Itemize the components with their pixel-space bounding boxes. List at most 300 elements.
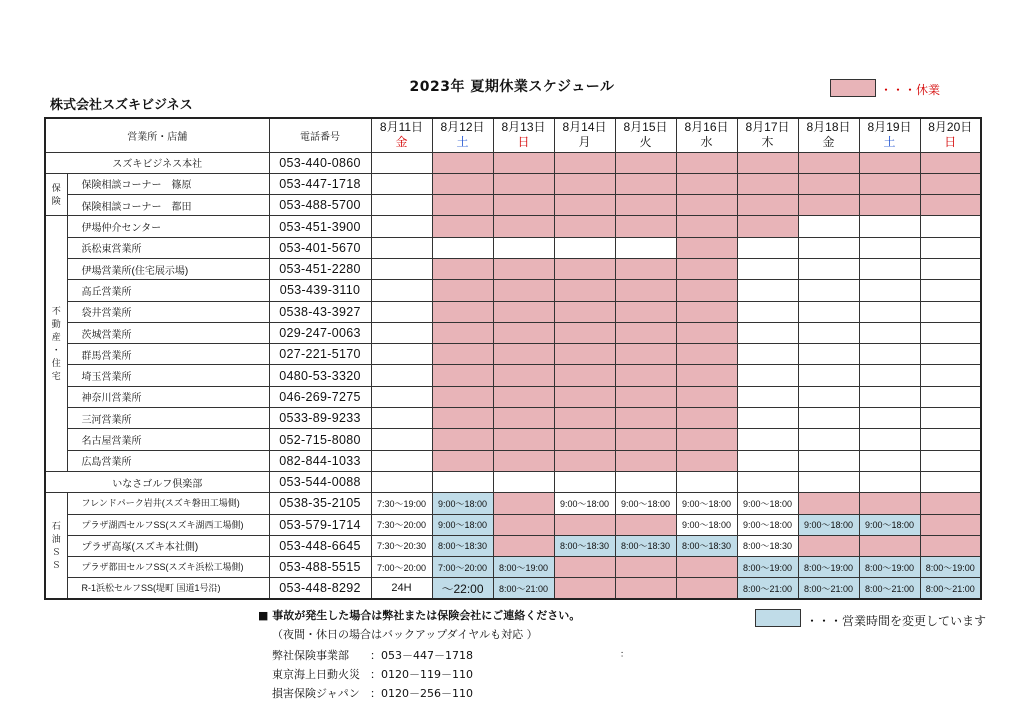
phone-number: 053-401-5670 [269,237,371,258]
hours-cell: 9:00～18:00 [798,514,859,535]
closed-cell [615,578,676,599]
hours-cell: 9:00～18:00 [554,493,615,514]
closed-cell [493,344,554,365]
phone-number: 053-439-3110 [269,280,371,301]
hours-cell: 8:00～19:00 [798,557,859,578]
category-label: 不 動 産 ・ 住 宅 [45,216,67,472]
closed-cell [615,429,676,450]
closed-cell [615,301,676,322]
weekday-label: 日 [944,135,957,150]
closed-cell [554,301,615,322]
closed-cell [432,301,493,322]
open-cell [920,386,981,407]
open-cell [920,344,981,365]
closed-cell [920,493,981,514]
office-name: 袋井営業所 [67,301,269,322]
hours-cell: 8:00～19:00 [493,557,554,578]
hours-cell: 8:00～21:00 [920,578,981,599]
date-header [554,118,615,152]
office-name: 名古屋営業所 [67,429,269,450]
table-row [45,450,981,471]
open-cell [371,258,432,279]
open-cell [920,216,981,237]
contact-name: 東京海上日動火災 [272,668,360,681]
closed-cell [920,514,981,535]
closed-cell [676,365,737,386]
hours-cell: 8:00～19:00 [737,557,798,578]
closed-cell [676,216,737,237]
open-cell [737,450,798,471]
closed-cell [432,173,493,194]
open-cell [676,471,737,492]
date-header [920,118,981,152]
contact-number: ：0120－119－110 [370,668,473,681]
closed-cell [432,258,493,279]
closed-cell [554,429,615,450]
date-label: 8月19日 [867,120,912,135]
closed-cell [554,557,615,578]
open-cell [371,386,432,407]
open-cell [737,258,798,279]
hours-cell: 8:00～18:30 [554,535,615,556]
hours-cell: 24H [371,578,432,599]
open-cell [859,280,920,301]
hours-cell: 8:00～18:30 [432,535,493,556]
open-cell [737,386,798,407]
open-cell [798,322,859,343]
phone-number: 053-440-0860 [269,152,371,173]
closed-cell [554,408,615,429]
closed-cell [493,195,554,216]
closed-cell [432,386,493,407]
closed-cell [737,152,798,173]
open-cell [859,322,920,343]
open-cell [371,216,432,237]
hours-cell: 9:00～18:00 [676,493,737,514]
open-cell [615,237,676,258]
closed-cell [676,152,737,173]
open-cell [798,365,859,386]
closed-cell [493,322,554,343]
open-cell [859,258,920,279]
phone-number: 053-451-2280 [269,258,371,279]
hours-cell: 8:00～19:00 [859,557,920,578]
phone-number: 0480-53-3320 [269,365,371,386]
hours-cell: 9:00～18:00 [432,493,493,514]
open-cell [737,429,798,450]
closed-cell [615,386,676,407]
date-label: 8月20日 [928,120,973,135]
closed-cell [615,216,676,237]
weekday-label: 月 [578,135,591,150]
date-header [859,118,920,152]
phone-number: 053-579-1714 [269,514,371,535]
contact-number: ：053－447－1718 [370,649,473,662]
open-cell [371,450,432,471]
closed-cell [859,173,920,194]
closed-cell [676,173,737,194]
legend-closed-swatch [830,79,876,97]
hours-cell: 9:00～18:00 [737,493,798,514]
closed-cell [432,322,493,343]
open-cell [371,344,432,365]
office-name: プラザ都田セルフSS(スズキ浜松工場側) [67,557,269,578]
table-row [45,322,981,343]
closed-cell [615,280,676,301]
table-row [45,216,981,237]
office-name: 埼玉営業所 [67,365,269,386]
table-row [45,195,981,216]
page-title: 2023年 夏期休業スケジュール [409,79,615,95]
table-row [45,173,981,194]
closed-cell [676,450,737,471]
closed-cell [615,408,676,429]
closed-cell [493,301,554,322]
hours-cell: 9:00～18:00 [615,493,676,514]
closed-cell [798,535,859,556]
office-name: 高丘営業所 [67,280,269,301]
contact-name: 弊社保険事業部 [272,649,349,662]
office-name: 浜松東営業所 [67,237,269,258]
hours-cell: 8:00～18:30 [676,535,737,556]
open-cell [859,365,920,386]
backup-dial-note: （夜間・休日の場合はバックアップダイヤルも対応 ） [272,628,538,641]
closed-cell [859,195,920,216]
office-name: 保険相談コーナー 篠原 [67,173,269,194]
date-label: 8月11日 [379,120,424,135]
open-cell [371,280,432,301]
phone-number: 053-448-6645 [269,535,371,556]
schedule-table [44,117,982,600]
closed-cell [554,173,615,194]
closed-cell [676,386,737,407]
closed-cell [432,408,493,429]
closed-cell [615,344,676,365]
closed-cell [432,216,493,237]
open-cell [798,429,859,450]
closed-cell [676,301,737,322]
company-name: 株式会社スズキビジネス [50,98,193,113]
table-row [45,237,981,258]
closed-cell [798,493,859,514]
open-cell [920,408,981,429]
closed-cell [554,216,615,237]
date-label: 8月14日 [562,120,607,135]
table-row [45,280,981,301]
closed-cell [432,344,493,365]
closed-cell [615,365,676,386]
open-cell [920,365,981,386]
phone-number: 053-488-5515 [269,557,371,578]
office-name: いなさゴルフ倶楽部 [45,471,269,492]
office-name: 三河営業所 [67,408,269,429]
open-cell [798,216,859,237]
hours-cell: 7:30～20:00 [371,514,432,535]
date-header [432,118,493,152]
accident-notice: ■ 事故が発生した場合は弊社または保険会社にご連絡ください。 [258,609,581,622]
date-label: 8月13日 [501,120,546,135]
hours-cell: 9:00～18:00 [432,514,493,535]
closed-cell [493,152,554,173]
closed-cell [615,258,676,279]
table-row [45,557,981,578]
closed-cell [676,258,737,279]
open-cell [920,280,981,301]
closed-cell [737,195,798,216]
closed-cell [676,195,737,216]
open-cell [371,301,432,322]
closed-cell [493,429,554,450]
closed-cell [493,493,554,514]
weekday-label: 土 [883,135,896,150]
date-label: 8月15日 [623,120,668,135]
open-cell [798,301,859,322]
table-row [45,429,981,450]
legend-changed-label: ・・・営業時間を変更しています [806,614,987,628]
closed-cell [676,280,737,301]
table-row [45,365,981,386]
phone-number: 053-448-8292 [269,578,371,599]
hours-cell: 7:30～19:00 [371,493,432,514]
hours-cell: 8:00～21:00 [493,578,554,599]
open-cell [859,429,920,450]
open-cell [859,386,920,407]
closed-cell [554,344,615,365]
phone-column-header: 電話番号 [269,118,371,152]
closed-cell [676,429,737,450]
phone-number: 053-488-5700 [269,195,371,216]
office-name: プラザ湖西セルフSS(スズキ湖西工場側) [67,514,269,535]
office-name: 広島営業所 [67,450,269,471]
open-cell [371,408,432,429]
hours-cell: 7:00～20:00 [432,557,493,578]
open-cell [798,280,859,301]
open-cell [798,408,859,429]
contact-name: 損害保険ジャパン [272,687,360,700]
closed-cell [676,578,737,599]
closed-cell [859,493,920,514]
closed-cell [493,280,554,301]
closed-cell [676,322,737,343]
hours-cell: 8:00～18:30 [737,535,798,556]
closed-cell [554,195,615,216]
closed-cell [554,365,615,386]
hours-cell: 8:00～21:00 [859,578,920,599]
open-cell [920,301,981,322]
open-cell [493,237,554,258]
hours-cell: 8:00～21:00 [737,578,798,599]
date-header [371,118,432,152]
hours-cell: 7:30～20:30 [371,535,432,556]
table-row [45,386,981,407]
weekday-label: 木 [761,135,774,150]
office-name: 神奈川営業所 [67,386,269,407]
phone-number: 053-447-1718 [269,173,371,194]
hours-cell: 8:00～18:30 [615,535,676,556]
open-cell [737,280,798,301]
table-row [45,258,981,279]
closed-cell [493,258,554,279]
table-row [45,493,981,514]
closed-cell [493,408,554,429]
open-cell [554,237,615,258]
open-cell [371,471,432,492]
closed-cell [859,152,920,173]
open-cell [859,237,920,258]
open-cell [798,258,859,279]
open-cell [615,471,676,492]
open-cell [920,237,981,258]
closed-cell [432,429,493,450]
open-cell [432,237,493,258]
closed-cell [554,386,615,407]
date-header [798,118,859,152]
table-row [45,152,981,173]
open-cell [737,237,798,258]
closed-cell [615,450,676,471]
closed-cell [676,408,737,429]
closed-cell [615,195,676,216]
open-cell [859,344,920,365]
open-cell [859,216,920,237]
open-cell [371,195,432,216]
closed-cell [493,450,554,471]
office-name: 茨城営業所 [67,322,269,343]
open-cell [371,152,432,173]
stray-mark: ： [620,650,630,660]
category-label: 保 険 [45,173,67,216]
closed-cell [493,365,554,386]
phone-number: 052-715-8080 [269,429,371,450]
closed-cell [676,344,737,365]
open-cell [798,471,859,492]
hours-cell: 8:00～21:00 [798,578,859,599]
table-row [45,301,981,322]
closed-cell [554,258,615,279]
legend-closed-label: ・・・休業 [880,83,941,97]
open-cell [859,450,920,471]
open-cell [737,301,798,322]
open-cell [554,471,615,492]
closed-cell [554,578,615,599]
office-name: 伊場営業所(住宅展示場) [67,258,269,279]
open-cell [737,408,798,429]
phone-number: 053-451-3900 [269,216,371,237]
contact-number: ：0120－256－110 [370,687,473,700]
open-cell [432,471,493,492]
closed-cell [737,173,798,194]
closed-cell [432,152,493,173]
closed-cell [676,557,737,578]
hours-cell: 9:00～18:00 [737,514,798,535]
table-row [45,344,981,365]
closed-cell [432,450,493,471]
phone-number: 0533-89-9233 [269,408,371,429]
phone-number: 0538-43-3927 [269,301,371,322]
office-name: プラザ高塚(スズキ本社側) [67,535,269,556]
closed-cell [432,195,493,216]
date-label: 8月18日 [806,120,851,135]
office-column-header: 営業所・店舗 [45,118,269,152]
closed-cell [615,557,676,578]
open-cell [493,471,554,492]
phone-number: 0538-35-2105 [269,493,371,514]
closed-cell [615,322,676,343]
closed-cell [432,280,493,301]
open-cell [737,471,798,492]
table-row [45,578,981,599]
office-name: 保険相談コーナー 都田 [67,195,269,216]
closed-cell [920,535,981,556]
office-name: 伊場仲介センター [67,216,269,237]
closed-cell [798,152,859,173]
phone-number: 046-269-7275 [269,386,371,407]
closed-cell [798,173,859,194]
table-row [45,535,981,556]
date-header [676,118,737,152]
weekday-label: 日 [517,135,530,150]
phone-number: 027-221-5170 [269,344,371,365]
open-cell [859,471,920,492]
header-row [45,118,981,152]
closed-cell [554,450,615,471]
closed-cell [920,152,981,173]
open-cell [920,429,981,450]
closed-cell [798,195,859,216]
closed-cell [554,280,615,301]
open-cell [798,450,859,471]
hours-cell: 9:00～18:00 [676,514,737,535]
closed-cell [493,386,554,407]
weekday-label: 火 [639,135,652,150]
open-cell [737,322,798,343]
open-cell [859,408,920,429]
open-cell [920,450,981,471]
weekday-label: 水 [700,135,713,150]
closed-cell [554,322,615,343]
open-cell [737,365,798,386]
open-cell [371,365,432,386]
weekday-label: 金 [822,135,835,150]
office-name: R-1浜松セルフSS(堤町 国道1号沿) [67,578,269,599]
open-cell [798,237,859,258]
closed-cell [615,514,676,535]
closed-cell [554,152,615,173]
closed-cell [920,195,981,216]
closed-cell [432,365,493,386]
phone-number: 053-544-0088 [269,471,371,492]
closed-cell [859,535,920,556]
date-label: 8月12日 [440,120,485,135]
phone-number: 082-844-1033 [269,450,371,471]
open-cell [920,471,981,492]
open-cell [798,344,859,365]
category-label: 石 油 Ｓ Ｓ [45,493,67,599]
office-name: スズキビジネス本社 [45,152,269,173]
closed-cell [493,216,554,237]
table-row [45,471,981,492]
hours-cell: 7:00～20:00 [371,557,432,578]
phone-number: 029-247-0063 [269,322,371,343]
table-row [45,514,981,535]
open-cell [371,322,432,343]
weekday-label: 土 [456,135,469,150]
open-cell [737,344,798,365]
open-cell [371,173,432,194]
legend-changed-swatch [755,609,801,627]
open-cell [920,322,981,343]
open-cell [920,258,981,279]
